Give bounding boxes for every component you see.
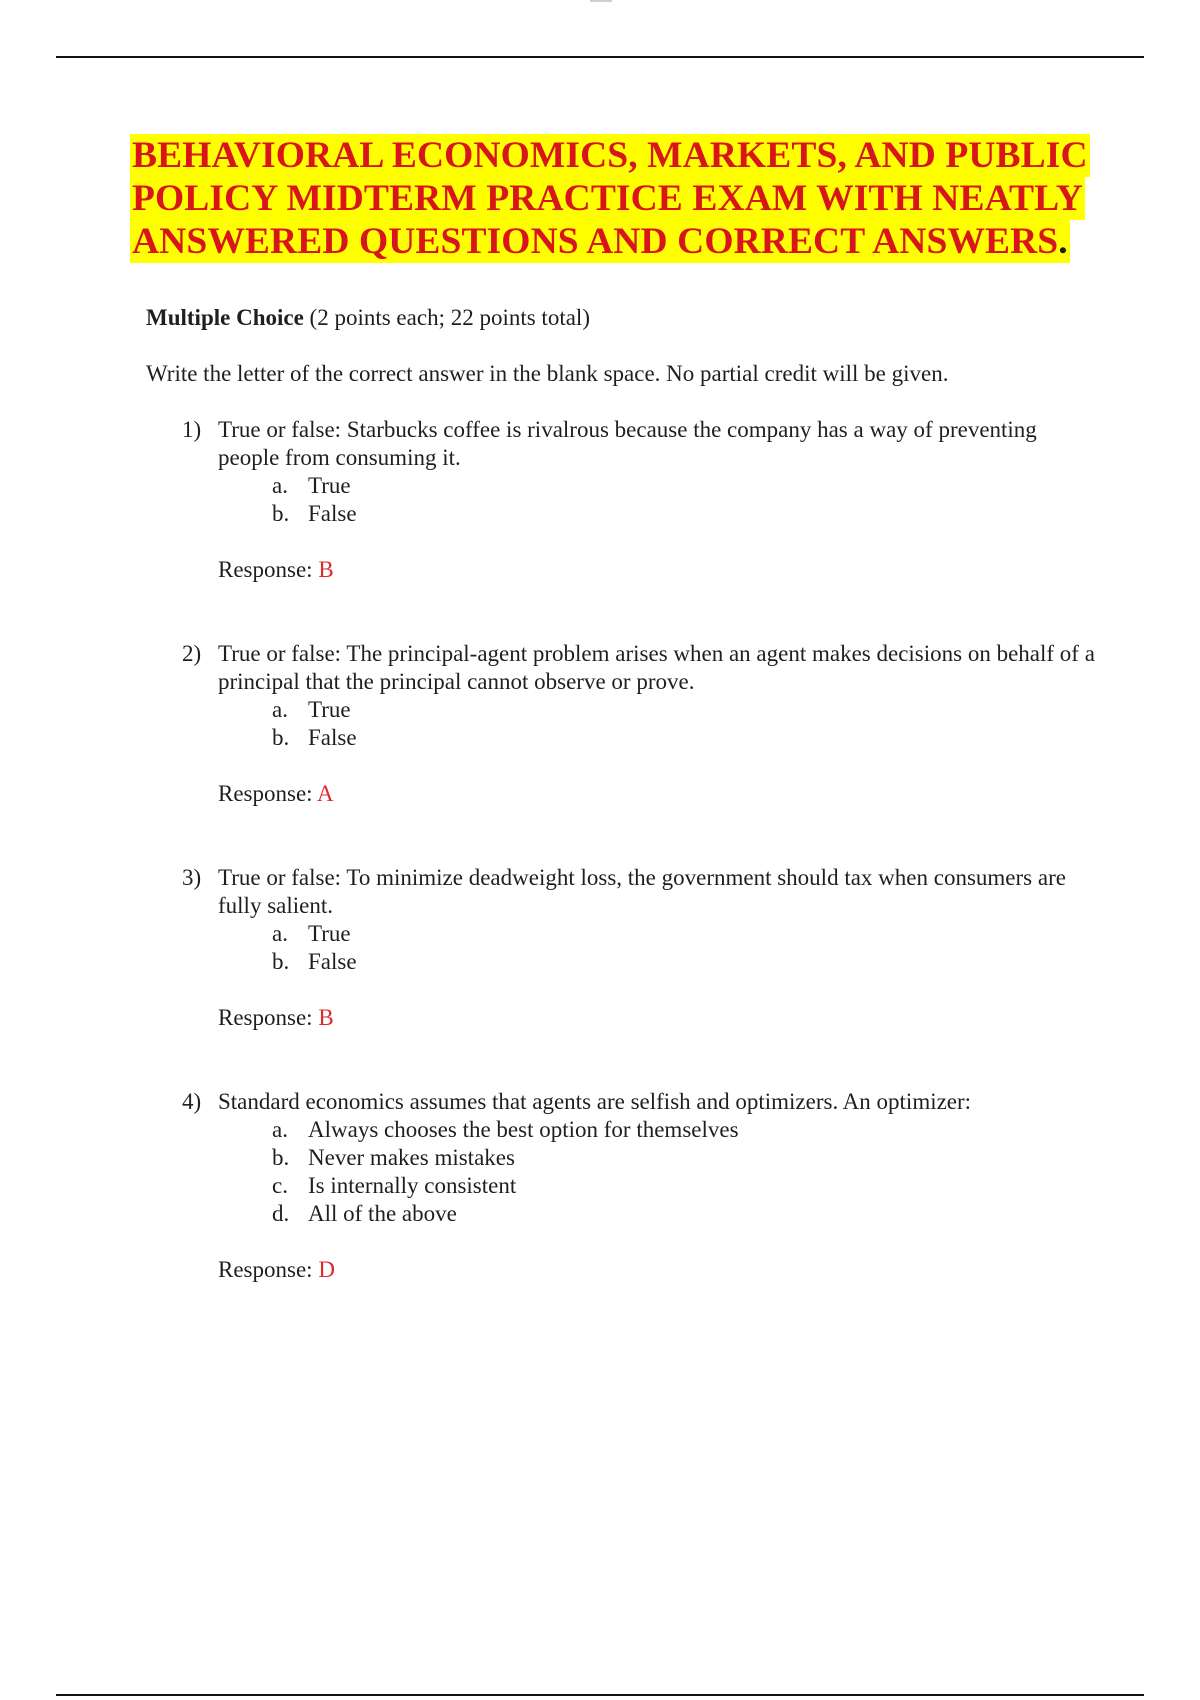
- option-list: [218, 696, 1106, 752]
- option-a: [272, 920, 1106, 948]
- option-list: [218, 472, 1106, 528]
- option-b: [272, 1144, 1106, 1172]
- question-text: Standard economics assumes that agents are selfish and optimizers. An optimizer:: [218, 1089, 972, 1114]
- question-1: [146, 416, 1106, 584]
- title-line-2: POLICY MIDTERM PRACTICE EXAM WITH NEATLY: [132, 178, 1083, 219]
- section-points: (2 points each; 22 points total): [309, 305, 590, 330]
- option-letter: a.: [272, 473, 288, 498]
- question-2: [146, 640, 1106, 808]
- bottom-divider: [56, 1694, 1144, 1696]
- question-4: [146, 1088, 1106, 1284]
- option-letter: b.: [272, 949, 290, 974]
- response-line: [218, 780, 1106, 808]
- response-line: [218, 556, 1106, 584]
- option-text: Always chooses the best option for themselves: [308, 1117, 739, 1142]
- option-text: False: [308, 725, 357, 750]
- question-number: 3): [182, 865, 202, 890]
- option-text: False: [308, 501, 357, 526]
- option-b: [272, 724, 1106, 752]
- option-letter: c.: [272, 1173, 288, 1198]
- response-line: [218, 1256, 1106, 1284]
- option-text: True: [308, 473, 351, 498]
- option-text: False: [308, 949, 357, 974]
- question-number: 2): [182, 641, 202, 666]
- option-b: [272, 948, 1106, 976]
- response-label: Response:: [218, 1257, 313, 1282]
- option-letter: a.: [272, 697, 288, 722]
- option-list: [218, 1116, 1106, 1228]
- option-text: Never makes mistakes: [308, 1145, 515, 1170]
- instructions: Write the letter of the correct answer in the blank space. No partial credit will be given.: [146, 361, 949, 386]
- title-line-3: [130, 220, 1070, 263]
- option-letter: b.: [272, 1145, 290, 1170]
- title-line-1: BEHAVIORAL ECONOMICS, MARKETS, AND PUBLIC: [132, 135, 1088, 176]
- question-text: True or false: To minimize deadweight loss, the government should tax when consumers are fully salient.: [218, 865, 1066, 918]
- question-3: [146, 864, 1106, 1032]
- response-answer: B: [318, 1005, 334, 1030]
- option-b: [272, 500, 1106, 528]
- question-text: True or false: The principal-agent problem arises when an agent makes decisions on behalf of a principal that the principal cannot observe or prove.: [218, 641, 1095, 694]
- option-letter: a.: [272, 1117, 288, 1142]
- option-letter: a.: [272, 921, 288, 946]
- option-text: All of the above: [308, 1201, 457, 1226]
- option-text: Is internally consistent: [308, 1173, 517, 1198]
- section-title: Multiple Choice: [146, 305, 304, 330]
- option-letter: d.: [272, 1201, 290, 1226]
- response-answer: A: [317, 781, 334, 806]
- option-list: [218, 920, 1106, 976]
- option-d: [272, 1200, 1106, 1228]
- top-divider: [56, 56, 1144, 58]
- exam-content: [146, 304, 1106, 1284]
- response-line: [218, 1004, 1106, 1032]
- option-letter: b.: [272, 501, 290, 526]
- section-heading: [146, 304, 1106, 332]
- response-label: Response:: [218, 1005, 313, 1030]
- title-period: .: [1058, 221, 1068, 262]
- option-text: True: [308, 921, 351, 946]
- option-c: [272, 1172, 1106, 1200]
- question-number: 1): [182, 417, 202, 442]
- option-text: True: [308, 697, 351, 722]
- response-label: Response:: [218, 557, 313, 582]
- header-mark: [590, 0, 612, 2]
- question-text: True or false: Starbucks coffee is rivalrous because the company has a way of preventing people from consuming it.: [218, 417, 1037, 470]
- option-a: [272, 472, 1106, 500]
- question-number: 4): [182, 1089, 202, 1114]
- option-a: [272, 696, 1106, 724]
- option-letter: b.: [272, 725, 290, 750]
- response-answer: B: [318, 557, 334, 582]
- response-label: Response:: [218, 781, 313, 806]
- document-title: [130, 134, 1090, 263]
- option-a: [272, 1116, 1106, 1144]
- response-answer: D: [318, 1257, 335, 1282]
- title-line-3-text: ANSWERED QUESTIONS AND CORRECT ANSWERS: [132, 221, 1059, 262]
